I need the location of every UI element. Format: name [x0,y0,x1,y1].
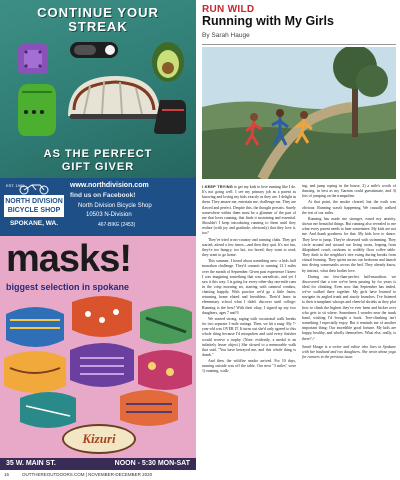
article-paragraph: ing, and jump roping in the house, 2) a mile's worth of dancing, in best as my Garmin could guesstimate, and 3) lots of jumping on the trampoline. [302,184,396,199]
mask-icon [138,350,192,390]
avocado-icon [152,42,184,82]
helmet-icon [68,76,162,119]
masks-hours: NOON - 5:30 MON-SAT [114,460,190,467]
bike-ad-caption-line1: AS THE PERFECT [43,148,153,160]
shop-address: 10503 N-Division [86,212,132,218]
trail-runners-photo [202,47,396,179]
mask-icon [120,390,178,426]
divider [202,44,396,45]
shop-facebook[interactable]: find us on Facebook! [70,192,136,199]
ad-column [0,0,196,470]
bicycle-icon [4,183,64,195]
article-headline: Running with My Girls [202,14,334,28]
shop-phone: 467-BIKE (2453) [98,222,136,228]
article-paragraph [202,184,296,237]
article-lead-in: I KEEP TRYING [202,184,233,189]
article-paragraph: During our less-than-perfect half-marathon, we discovered that a tree we've been passing by for years is ideal for climbing. Even now that September has ended, we've walked there together. My girls have learned to navigate its angled trunk and sturdy branches. I've listened to their triumphant whoops and cheerful shrieks as they plot how to climb the highest they've ever been and bicker over who gets to sit where. Sometimes I wonder near the trunk hand, wishing I'd brought a book. Tree-climbing isn't something I especially enjoy. But it reminds me of another important thing: Our incredible good fortune. My kids are happy, healthy, and wholly themselves. What else, really, is there? // [302,274,396,341]
shop-name: North Division Bicycle Shop [78,203,152,209]
masks-address: 35 W. MAIN ST. [6,460,56,467]
mask-icon [70,343,134,387]
article [202,0,396,470]
shop-url[interactable]: www.northdivision.com [70,182,149,189]
bike-ad-caption [0,148,196,174]
bicycle-shop-ad [0,178,196,236]
pedal-icon [18,44,48,74]
glove-icon [18,84,56,136]
mask-icon [140,306,192,344]
shop-logo [4,183,64,233]
article-column-2 [302,184,396,468]
article-kicker: RUN WILD [202,4,255,15]
shop-logo-line2: BICYCLE SHOP [7,207,61,214]
article-body [202,184,396,468]
kizuri-logo: Kizuri [62,424,136,454]
publication-line: OUTTHEREOUTDOORS.COM | NOVEMBER-DECEMBER 2020 [22,472,153,477]
masks-headline: masks! [6,238,131,280]
article-paragraph: They've tried cross-country and running clubs. They get started, attend a few times—and then they quit. It's not fun, they're too hungry, too hot, too bored; they want to read; they want to go home. [202,237,296,258]
page-footer [0,470,400,480]
mask-icon [4,351,66,393]
masks-subhead: biggest selection in spokane [6,282,130,292]
bike-gift-ad [0,0,196,178]
article-byline: By Sarah Hauge [202,32,250,39]
bike-ad-caption-line2: GIFT GIVER [61,161,135,173]
article-paragraph: Running has made me stronger, eased my anxiety, shown me beautiful things. But running also revealed to me what every parent needs to hear sometimes: My kids are not me. And thank goodness for that. My kids love to dance. They love to jump. They're obsessed with swimming. They circle around and around our living room, leaping from dilapidated couch cushions to wobbly floor coffee table. They dash to the neighbor's tree swing during breaks from virtual learning. They sprint across our bedroom and launch into diving somersaults across the bed. They already know, by instinct, what their bodies love. [302,216,396,273]
shop-logo-est: EST. 1980 [6,183,25,188]
author-bio: Sarah Hauge is a writer and editor who lives in Spokane with her husband and two daughters. She wrote about yoga for runners in the previous issue. [302,344,396,359]
article-paragraph: This summer, I heard about something new: a kids half marathon challenge. They'd commit to running 13.1 miles over the month of September. Given past experience I knew I was imagining something that was unrealistic, and yet I saw it this way: I is going for every-other-day one-mile runs in the crisp morning air, starting with oatmeal combos, chatting happily. With practice we'd go a little faster, returning home elated and breathless. Their'd learn in elementary school what I didn't discover until college: Running is the best! With their okay, I signed up my two daughters, ages 7 and 9. [202,259,296,315]
page-number: 16 [4,472,10,477]
article-paragraph-text: to get my kids to love running like I do. It's not going well. I see my primary job as a parent as knowing and loving my kids exactly as they are. I delight in them. They amaze me, entertain me, challenge me. They are flawed and perfect. Despite this, the thought persists. Surely somewhere within them must be a glimmer of the part of me that loves running, that finds it sustaining and essential. Shouldn't I keep introducing running to them until they realize (with joy and gratitude, obviously) that they love it, too? [202,185,296,236]
mask-icon [6,307,64,347]
article-paragraph: We started strong, raging with occasional walk breaks for two separate 1-mile outings. Then, we hit a snag: My 7-year-old was OVER IT. It turns out she'd only agreed to this whole thing because I'd misspoken and said every finisher would receive a trophy. (Note: evidently, a medal is an infinitely lesser object.) She slowed to a memorable walk that said, "You have betrayed me, and this whole thing is dumb." [202,316,296,357]
bike-ad-title-line2: STREAK [68,19,128,34]
masks-collage [0,294,196,428]
article-column-1 [202,184,296,468]
shop-logo-line1: NORTH DIVISION [5,198,63,205]
bike-light-icon [70,42,118,58]
article-paragraph: And then, the wildfire smoke arrived. For 10 days, running outside was off the table. Our next "3 miles" were 1) running, walk- [202,359,296,374]
shop-logo-city: SPOKANE, WA. [9,220,59,227]
article-paragraph: At that point, the smoke cleared, but the truth was obvious: Running wasn't happening. We casually walked the rest of our miles. [302,200,396,215]
mask-icon [72,296,132,337]
mask-icon [20,392,76,428]
masks-ad [0,236,196,470]
shop-logo-text [4,195,64,217]
bike-ad-title-line1: CONTINUE YOUR [37,5,159,20]
masks-footer-bar [0,458,196,470]
article-photo [202,47,396,179]
